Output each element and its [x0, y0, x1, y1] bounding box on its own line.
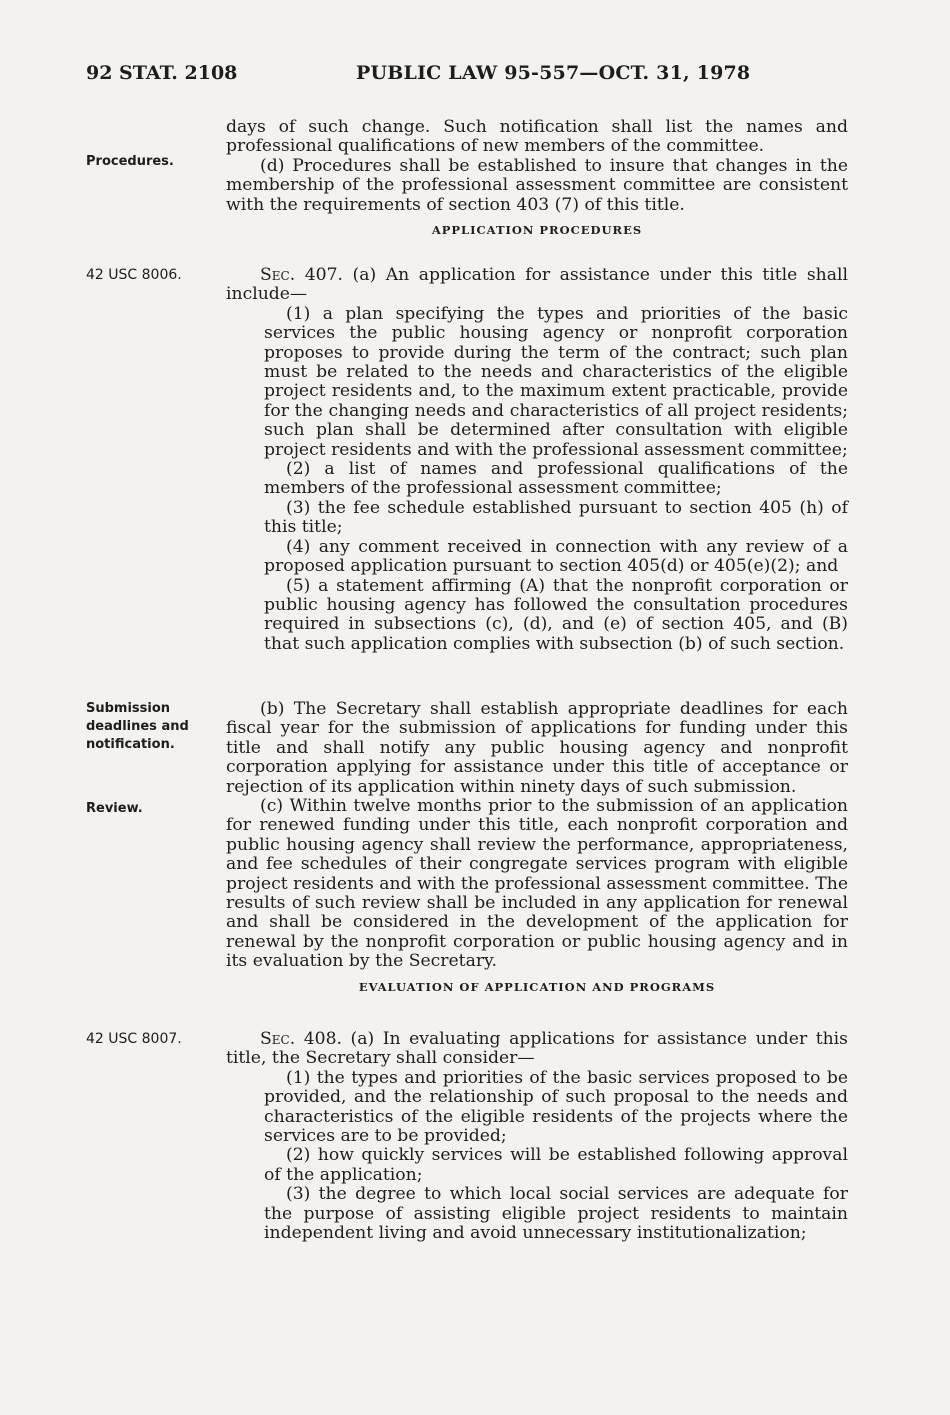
item-2: (2) a list of names and professional qualifications of the members of the professional assessment committee; [264, 459, 848, 499]
page-header [86, 62, 910, 92]
item-4: (4) any comment received in connection with any review of a proposed application pursuant to section 405(d) or 405(e)(2); and [264, 536, 848, 577]
statute-page-number: 92 STAT. 2108 [86, 62, 238, 84]
section-408-text: 408. (a) In evaluating applications for assistance under this title, the Secretary shall consider— [226, 1029, 848, 1069]
section-407 [226, 266, 848, 654]
paragraph-intro: days of such change. Such notification shall list the names and professional qualifications of new members of the committee. [226, 117, 848, 157]
paragraph-d: (d) Procedures shall be established to insure that changes in the membership of the professional assessment committee are consistent with the requirements of section 403 (7) of this title. [226, 155, 848, 215]
item-5: (5) a statement affirming (A) that the nonprofit corporation or public housing agency has followed the consultation procedures required in subsections (c), (d), and (e) of section 405, and (B) that such application complies with subsection (b) of such section. [264, 575, 848, 654]
eval-item-3: (3) the degree to which local social services are adequate for the purpose of assisting eligible project residents to maintain independent living and avoid unnecessary institutionalization; [264, 1184, 848, 1244]
public-law-title: PUBLIC LAW 95-557—OCT. 31, 1978 [356, 62, 751, 84]
paragraph-b: (b) The Secretary shall establish appropriate deadlines for each fiscal year for the submission of applications for funding under this title and shall notify any public housing agency and nonprofit corporation applying for assistance under this title of acceptance or rejection of its application within ninety days of such submission. [226, 699, 848, 797]
section-label: Sec. [260, 1029, 296, 1049]
section-407-intro [226, 266, 848, 305]
eval-item-1: (1) the types and priorities of the basic services proposed to be provided, and the relationship of such proposal to the needs and characteristics of the eligible residents of the projects where the services are to be provided; [264, 1067, 848, 1147]
margin-note-usc-8006: 42 USC 8006. [86, 267, 182, 283]
item-3: (3) the fee schedule established pursuant to section 405 (h) of this title; [264, 497, 848, 538]
section-406-continued [226, 118, 848, 247]
item-1: (1) a plan specifying the types and priorities of the basic services the public housing agency or nonprofit corporation proposes to provide during the term of the contract; such plan must be related to the needs and characteristics of the eligible project residents and, to the maximum extent practicable, provide for the changing needs and characteristics of all project residents; such plan shall be determined after consultation with eligible project residents and with the professional assessment committee; [264, 303, 848, 460]
section-408 [226, 1030, 848, 1243]
eval-item-2: (2) how quickly services will be established following approval of the application; [264, 1145, 848, 1185]
section-407-b-c [226, 700, 848, 1004]
paragraph-c: (c) Within twelve months prior to the submission of an application for renewed funding under this title, each nonprofit corporation and public housing agency shall review the performance, appropriateness, and fee schedules of their congregate services program with eligible project residents and with the professional assessment committee. The results of such review shall be included in any application for renewal and shall be considered in the development of the application for renewal by the nonprofit corporation or public housing agency and in its evaluation by the Secretary. [226, 796, 848, 972]
section-407-text: 407. (a) An application for assistance under this title shall include— [226, 265, 848, 305]
section-label: Sec. [260, 265, 296, 285]
margin-note-review: Review. [86, 801, 143, 816]
margin-note-procedures: Procedures. [86, 154, 174, 169]
margin-note-usc-8007: 42 USC 8007. [86, 1031, 182, 1047]
heading-application-procedures: APPLICATION PROCEDURES [431, 223, 643, 238]
section-408-intro [226, 1030, 848, 1069]
heading-evaluation: EVALUATION OF APPLICATION AND PROGRAMS [358, 979, 716, 994]
margin-note-submission: Submission deadlines and notification. [86, 701, 189, 752]
